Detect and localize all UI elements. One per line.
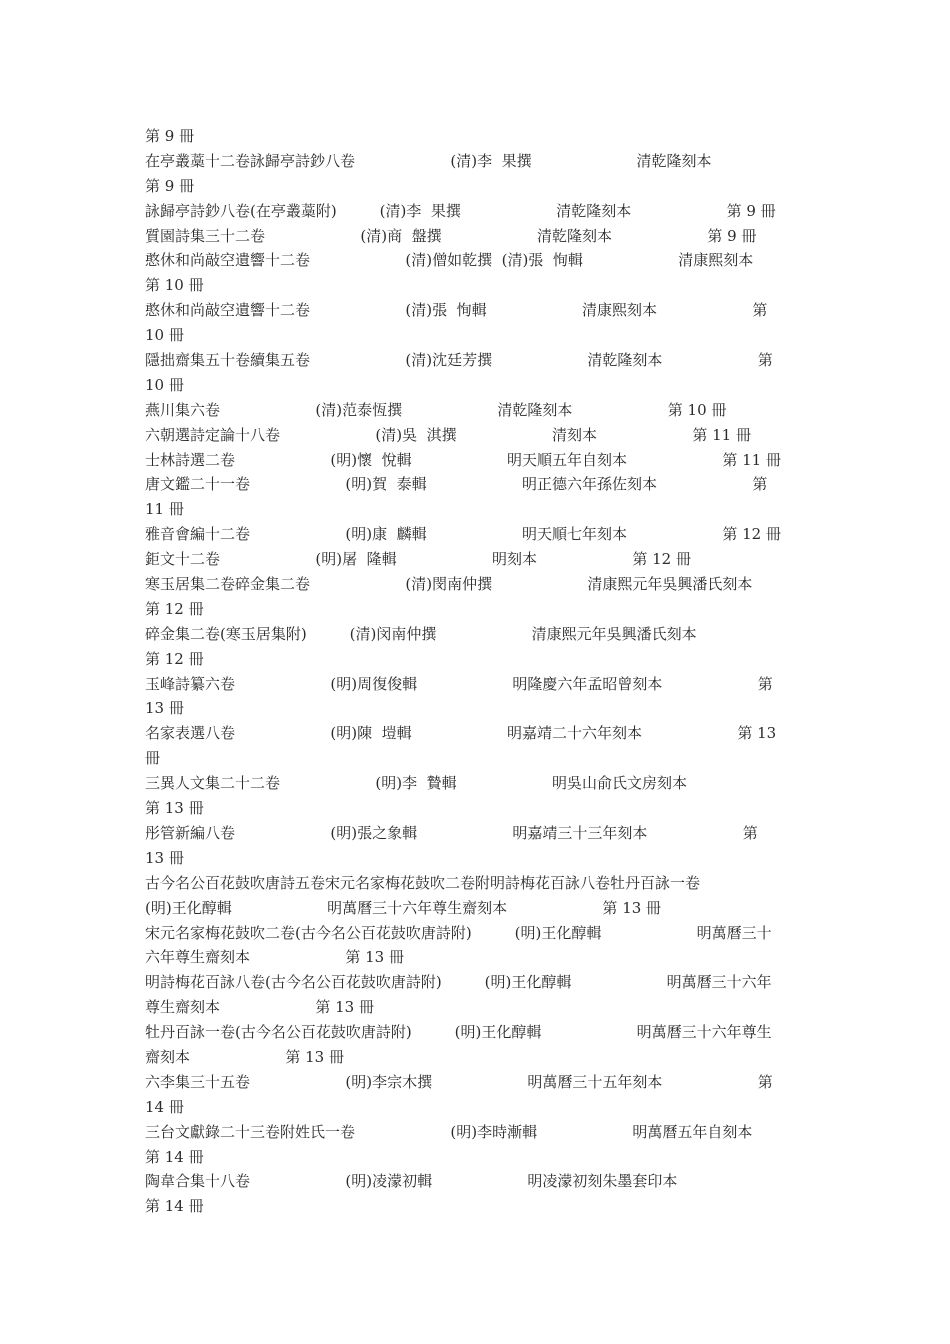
catalog-line: 唐文鑑二十一卷 (明)賀 泰輯 明正德六年孫佐刻本 第 — [145, 475, 768, 494]
catalog-line: 第 14 冊 — [145, 1147, 204, 1166]
catalog-line: 六朝選詩定論十八卷 (清)吳 淇撰 清刻本 第 11 冊 — [145, 425, 751, 444]
catalog-line: 第 9 冊 — [145, 176, 195, 195]
catalog-line: 10 冊 — [145, 326, 184, 345]
catalog-line: 14 冊 — [145, 1097, 184, 1116]
catalog-line: 三異人文集二十二卷 (明)李 贄輯 明吳山俞氏文房刻本 — [145, 774, 687, 793]
catalog-line: (明)王化醇輯 明萬曆三十六年尊生齋刻本 第 13 冊 — [145, 898, 662, 917]
catalog-line: 詠歸亭詩鈔八卷(在亭叢藁附) (清)李 果撰 清乾隆刻本 第 9 冊 — [145, 201, 776, 220]
catalog-line: 碎金集二卷(寒玉居集附) (清)闵南仲撰 清康熙元年吳興潘氏刻本 — [145, 624, 697, 643]
catalog-line: 六李集三十五卷 (明)李宗木撰 明萬曆三十五年刻本 第 — [145, 1072, 773, 1091]
catalog-line: 宋元名家梅花鼓吹二卷(古今名公百花鼓吹唐詩附) (明)王化醇輯 明萬曆三十 — [145, 923, 772, 942]
catalog-line: 第 9 冊 — [145, 127, 195, 145]
catalog-line: 13 冊 — [145, 848, 184, 867]
catalog-line: 古今名公百花鼓吹唐詩五卷宋元名家梅花鼓吹二卷附明詩梅花百詠八卷牡丹百詠一卷 — [145, 873, 701, 892]
catalog-line: 隱拙齋集五十卷續集五卷 (清)沈廷芳撰 清乾隆刻本 第 — [145, 351, 773, 370]
catalog-line: 憨休和尚敲空遺響十二卷 (清)僧如乾撰 (清)張 恂輯 清康熙刻本 — [145, 251, 754, 270]
catalog-line: 第 14 冊 — [145, 1197, 204, 1216]
catalog-line: 第 12 冊 — [145, 599, 204, 618]
catalog-line: 鉅文十二卷 (明)屠 隆輯 明刻本 第 12 冊 — [145, 550, 691, 569]
catalog-line: 寒玉居集二卷碎金集二卷 (清)閔南仲撰 清康熙元年吳興潘氏刻本 — [145, 575, 753, 594]
catalog-line: 質園詩集三十二卷 (清)商 盤撰 清乾隆刻本 第 9 冊 — [145, 226, 757, 245]
catalog-line: 六年尊生齋刻本 第 13 冊 — [145, 948, 404, 967]
catalog-line: 10 冊 — [145, 375, 184, 394]
catalog-line: 彤管新編八卷 (明)張之象輯 明嘉靖三十三年刻本 第 — [145, 823, 758, 842]
catalog-line: 名家表選八卷 (明)陳 塏輯 明嘉靖二十六年刻本 第 13 — [145, 724, 777, 743]
catalog-line: 第 13 冊 — [145, 799, 204, 818]
catalog-line: 13 冊 — [145, 699, 184, 718]
catalog-line: 第 10 冊 — [145, 276, 204, 295]
catalog-line: 牡丹百詠一卷(古今名公百花鼓吹唐詩附) (明)王化醇輯 明萬曆三十六年尊生 — [145, 1023, 772, 1042]
catalog-line: 冊 — [145, 749, 161, 768]
catalog-line: 明詩梅花百詠八卷(古今名公百花鼓吹唐詩附) (明)王化醇輯 明萬曆三十六年 — [145, 973, 772, 992]
catalog-line: 第 12 冊 — [145, 649, 204, 668]
catalog-line: 在亭叢藁十二卷詠歸亭詩鈔八卷 (清)李 果撰 清乾隆刻本 — [145, 151, 712, 170]
catalog-line: 士林詩選二卷 (明)懷 悅輯 明天順五年自刻本 第 11 冊 — [145, 450, 781, 469]
catalog-line: 陶韋合集十八卷 (明)凌濛初輯 明凌濛初刻朱墨套印本 — [145, 1172, 678, 1191]
catalog-line: 齋刻本 第 13 冊 — [145, 1047, 344, 1066]
catalog-line: 雅音會編十二卷 (明)康 麟輯 明天順七年刻本 第 12 冊 — [145, 525, 781, 544]
catalog-text-block — [145, 124, 835, 1219]
catalog-line: 11 冊 — [145, 500, 184, 519]
catalog-line: 三台文獻錄二十三卷附姓氏一卷 (明)李時漸輯 明萬曆五年自刻本 — [145, 1122, 753, 1141]
catalog-line: 玉峰詩纂六卷 (明)周復俊輯 明隆慶六年孟昭曾刻本 第 — [145, 674, 773, 693]
catalog-line: 憨休和尚敲空遺響十二卷 (清)張 恂輯 清康熙刻本 第 — [145, 301, 768, 320]
catalog-line: 燕川集六卷 (清)范泰恆撰 清乾隆刻本 第 10 冊 — [145, 400, 727, 419]
catalog-line: 尊生齋刻本 第 13 冊 — [145, 998, 374, 1017]
